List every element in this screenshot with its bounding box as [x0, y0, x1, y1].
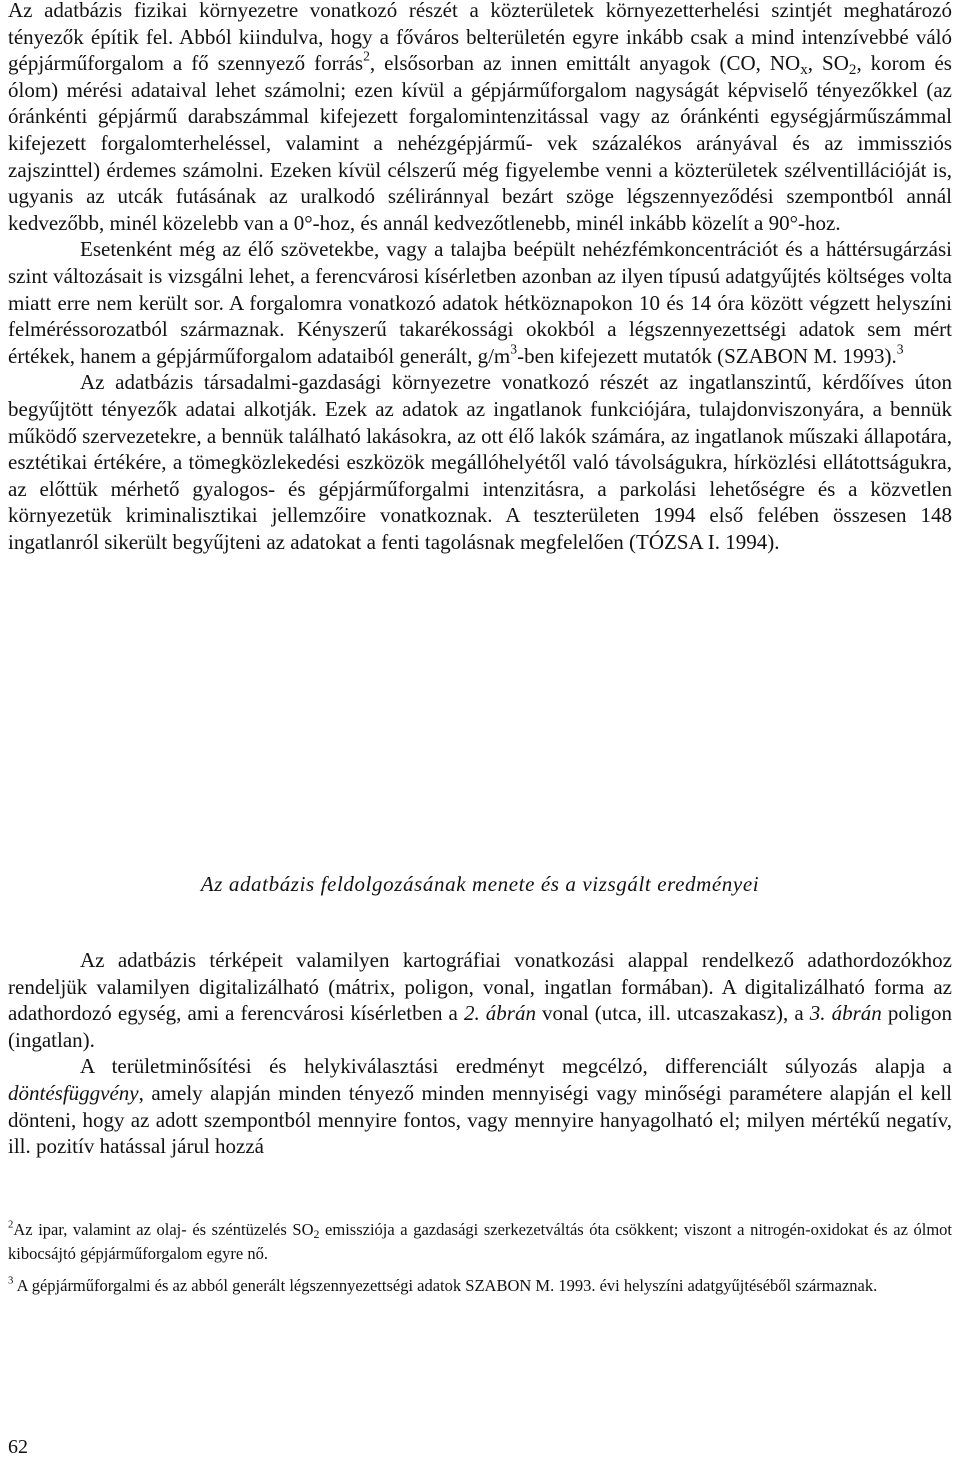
figure-ref-3: 3. ábrán — [809, 1001, 882, 1026]
subscript-2: 2 — [848, 61, 857, 78]
paragraph-1-text-d: , korom és ólom) mérési adataival lehet számolni; ezen kívül a gépjárműforgalom nagyságát képviselő tényezőkkel (az óránkénti gépjármű darabszámmal kifejezett forgalomintenzitással vagy az óránkénti egységjárműszámmal kifejezett forgalomterheléssel, valamint a nehézgépjármű- vek százalékos arányával és az immissziós zajszinttel) érdemes számolni. Ezeken kívül célszerű még figyelembe venni a közterületek szélventillációját is, ugyanis az utcák futásának az uralkodó széliránnyal bezárt szöge légszennyeződési szempontból annál kedvezőbb, minél közelebb van a 0°-hoz, és annál kedvezőtlenebb, minél inkább közelít a 90°-hoz. — [8, 51, 952, 235]
paragraph-5-text-b: , amely alapján minden tényező minden mennyiségi vagy minőségi paramétere alapján el kell dönteni, hogy az adott szempontból mennyire fontos, vagy mennyire hanyagolható el; milyen mértékű negatív, ill. pozitív hatással járul hozzá — [8, 1080, 952, 1159]
paragraph-1-text-c: , SO — [807, 51, 849, 76]
footnote-2-mark: 2 — [8, 1218, 14, 1231]
emphasis-term: döntésfüggvény — [8, 1080, 139, 1105]
page-number: 62 — [8, 1436, 28, 1458]
paragraph-5 — [8, 1053, 952, 1159]
section-heading: Az adatbázis feldolgozásának menete és a vizsgált eredményei — [200, 872, 760, 896]
paragraph-5-text-a: A területminősítési és helykiválasztási eredményt megcélzó, differenciált súlyozás alapja a — [80, 1054, 952, 1079]
paragraph-2-text-b: -ben kifejezett mutatók (SZABON M. 1993). — [517, 343, 897, 368]
footnote-3-mark: 3 — [8, 1274, 14, 1287]
footnote-2-text-b: emissziója a gazdasági szerkezetváltás óta csökkent; viszont a nitrogén-oxidokat és az ólmot kibocsájtó gépjárműforgalom egyre nő. — [8, 1220, 952, 1263]
subscript-x: x — [800, 61, 808, 78]
footnote-ref-2[interactable]: 2 — [363, 48, 370, 64]
paragraph-1 — [8, 0, 952, 236]
text-block-bottom — [8, 947, 952, 1160]
superscript-3: 3 — [510, 341, 518, 357]
footnote-3 — [8, 1274, 952, 1298]
footnote-2-text-a: Az ipar, valamint az olaj- és széntüzelés SO — [13, 1220, 314, 1239]
footnote-2-subscript: 2 — [313, 1226, 320, 1241]
paragraph-1-text-a: Az adatbázis fizikai környezetre vonatkozó részét a közterületek környezetterhelési szintjét meghatározó tényezők építik fel. Abból kiindulva, hogy a főváros belterületén egyre inkább csak a mind intenzívebbé váló gépjárműforgalom a fő szennyező forrás — [8, 0, 952, 76]
footnote-2 — [8, 1218, 952, 1266]
paragraph-3: Az adatbázis társadalmi-gazdasági környezetre vonatkozó részét az ingatlanszintű, kérdőíves úton begyűjtött tényezők adatai alkotják. Ezek az adatok az ingatlanok funkciójára, tulajdonviszonyára, a bennük működő szervezetekre, a bennük található lakásokra, az ott élő lakók számára, az ingatlanok műszaki állapotára, esztétikai értékére, a tömegközlekedési eszközök megállóhelyétől való távolságukra, hírközlési ellátottságukra, az előttük mérhető gyalogos- és gépjárműforgalmi intenzitásra, a parkolási lehetőségre és a közvetlen környezetük kriminalisztikai jellemzőire vonatkoznak. A teszterületen 1994 első felében összesen 148 ingatlanról sikerült begyűjteni az adatokat a fenti tagolásnak megfelelően (TÓZSA I. 1994). — [8, 370, 952, 554]
paragraph-1-text-b: , elsősorban az innen emittált anyagok (CO, NO — [369, 51, 801, 76]
paragraph-2 — [8, 236, 952, 369]
paragraph-4-text-a: Az adatbázis térképeit valamilyen kartográfiai vonatkozási alappal rendelkező adathordozókhoz rendeljük valamilyen digitalizálható (mátrix, poligon, vonal, ingatlan formában). A digitalizálható forma az adathordozó egység, ami a ferencvárosi kísérletben a — [8, 948, 952, 1026]
paragraph-4-text-c: poligon (ingatlan). — [8, 1001, 953, 1052]
text-block-top — [8, 0, 952, 555]
paragraph-2-text-a: Esetenként még az élő szövetekbe, vagy a talajba beépült nehézfémkoncentrációt és a háttérsugárzási szint változásait is vizsgálni lehet, a ferencvárosi kísérletben azonban az ilyen típusú adatgyűjtés költséges volta miatt erre nem került sor. A forgalomra vonatkozó adatok hétköznapokon 10 és 14 óra között végzett helyszíni felméréssorozatból származnak. Kényszerű takarékossági okokból a légszennyezettségi adatok sem mért értékek, hanem a gépjárműforgalom adataiból generált, g/m — [8, 237, 952, 368]
footnote-3-text: A gépjárműforgalmi és az abból generált légszennyezettségi adatok SZABON M. 1993. évi helyszíni adatgyűjtéséből származnak. — [16, 1276, 878, 1295]
figure-ref-2: 2. ábrán — [463, 1001, 536, 1026]
paragraph-4 — [8, 947, 952, 1053]
footnote-ref-3[interactable]: 3 — [896, 341, 904, 357]
paragraph-4-text-b: vonal (utca, ill. utcaszakasz), a — [535, 1001, 810, 1026]
footnotes — [8, 1218, 952, 1306]
